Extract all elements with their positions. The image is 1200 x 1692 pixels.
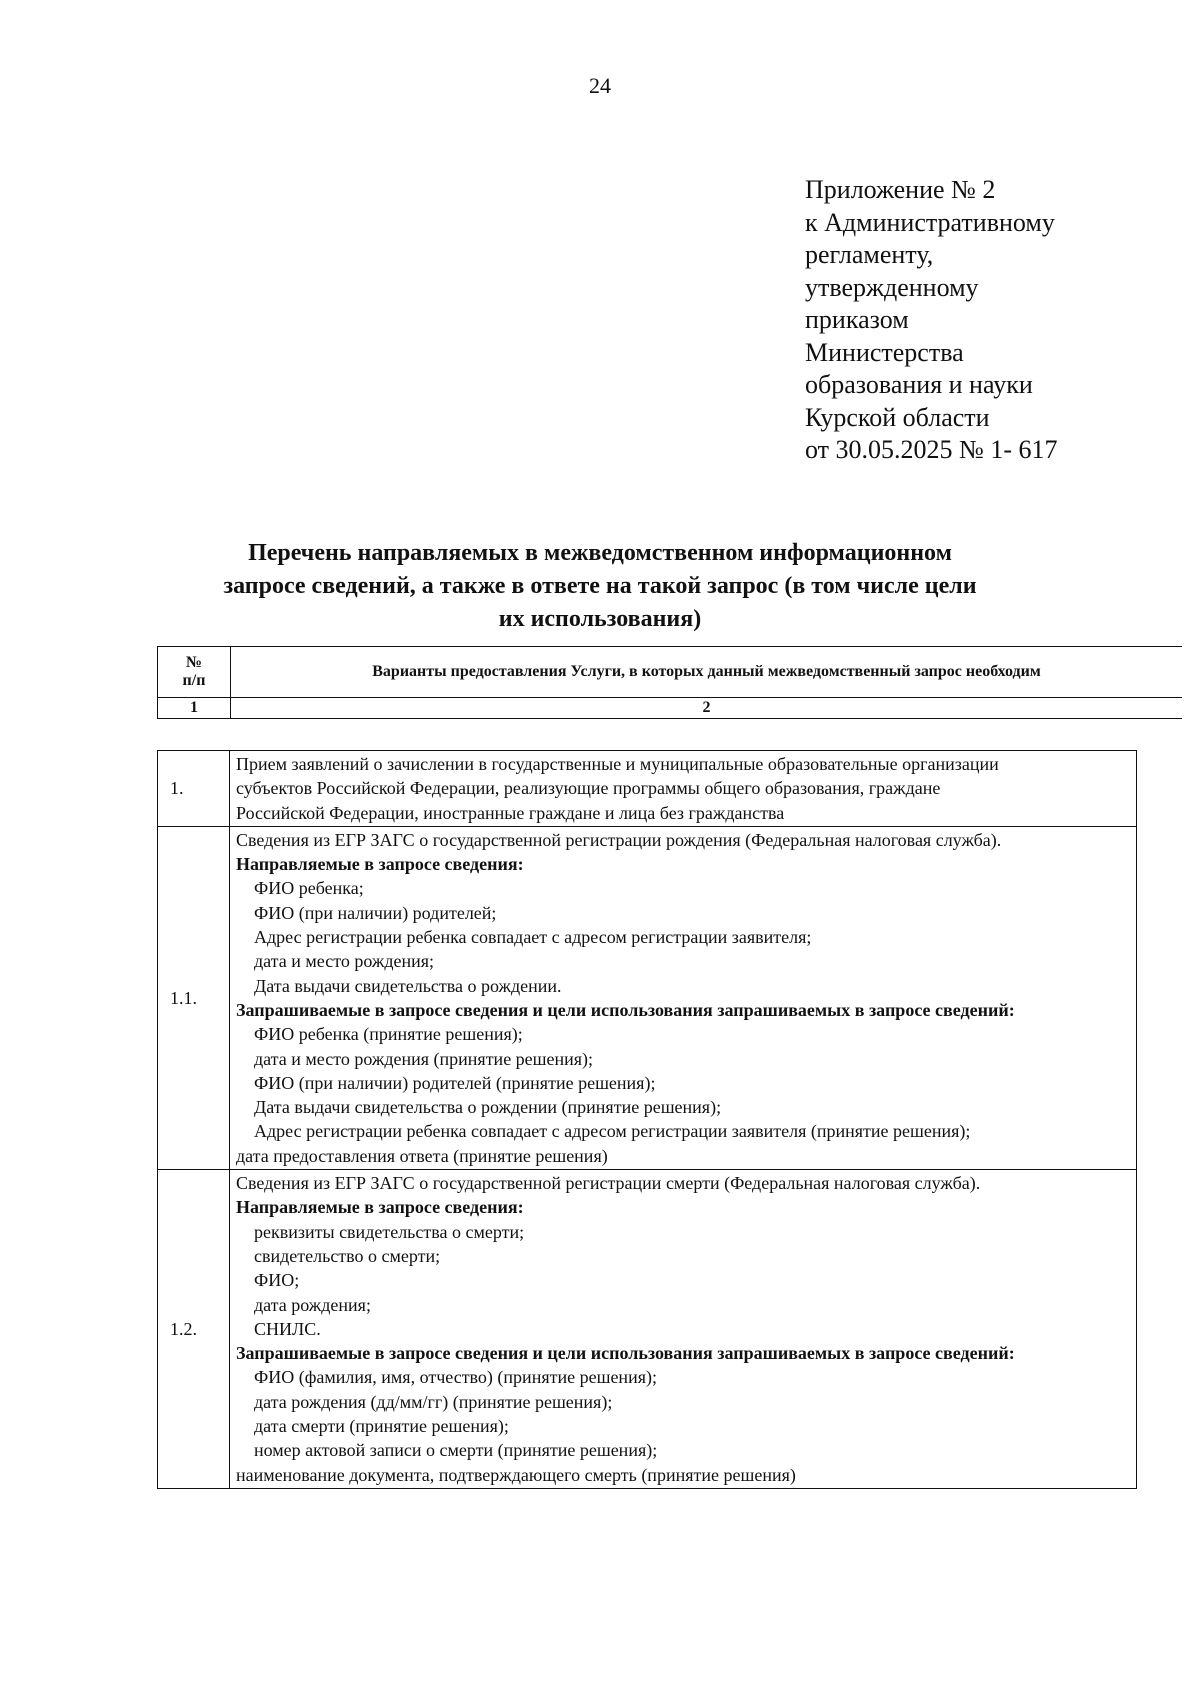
row-content <box>230 751 1137 827</box>
list-item: Дата выдачи свидетельства о рождении. <box>254 975 562 996</box>
appendix-line: к Административному <box>805 207 1055 237</box>
title-line: Перечень направляемых в межведомственном информационном <box>248 540 952 566</box>
appendix-line: Курской области <box>805 402 990 432</box>
document-title <box>120 537 1080 636</box>
appendix-line: приказом <box>805 305 909 334</box>
list-item: дата рождения (дд/мм/гг) (принятие решения); <box>254 1391 613 1412</box>
appendix-line: утвержденному <box>805 272 979 302</box>
list-item: дата рождения; <box>254 1294 371 1315</box>
table-row <box>158 1170 1137 1489</box>
list-item: ФИО (фамилия, имя, отчество) (принятие решения); <box>254 1367 657 1388</box>
header-table <box>157 646 1182 719</box>
column-number-header-line: п/п <box>182 672 206 689</box>
sent-heading: Направляемые в запросе сведения: <box>236 1197 524 1218</box>
appendix-line: Приложение № 2 <box>805 175 996 204</box>
column-index-2: 2 <box>231 698 1183 719</box>
page-number: 24 <box>589 73 611 98</box>
table-row <box>158 826 1137 1169</box>
list-item: Дата выдачи свидетельства о рождении (принятие решения); <box>254 1097 722 1118</box>
appendix-line: регламенту, <box>805 240 934 269</box>
appendix-line: от 30.05.2025 № 1- 617 <box>805 435 1058 464</box>
requested-heading: Запрашиваемые в запросе сведения и цели использования запрашиваемых в запросе сведений: <box>236 999 1015 1020</box>
column-number-header <box>158 647 231 698</box>
header-row <box>158 647 1183 698</box>
requests-table <box>157 750 1137 1489</box>
list-item: дата смерти (принятие решения); <box>254 1416 509 1437</box>
last-line: дата предоставления ответа (принятие решения) <box>236 1145 608 1166</box>
last-line: наименование документа, подтверждающего смерть (принятие решения) <box>236 1464 796 1485</box>
list-item: Адрес регистрации ребенка совпадает с адресом регистрации заявителя (принятие решения); <box>254 1121 971 1142</box>
list-item: ФИО (при наличии) родителей (принятие решения); <box>254 1072 656 1093</box>
appendix-line: Министерства <box>805 337 964 367</box>
text-line: Прием заявлений о зачислении в государственные и муниципальные образовательные организации <box>236 754 999 774</box>
title-line: их использования) <box>498 606 702 632</box>
title-line: запросе сведений, а также в ответе на такой запрос (в том числе цели <box>223 573 977 599</box>
intro-line: Сведения из ЕГР ЗАГС о государственной регистрации рождения (Федеральная налоговая служба). <box>236 829 1002 850</box>
intro-line: Сведения из ЕГР ЗАГС о государственной регистрации смерти (Федеральная налоговая служба). <box>236 1173 981 1194</box>
list-item: дата и место рождения; <box>254 951 435 972</box>
row-number: 1. <box>158 751 230 827</box>
list-item: дата и место рождения (принятие решения); <box>254 1048 594 1069</box>
appendix-line: образования и науки <box>805 370 1033 399</box>
sent-heading: Направляемые в запросе сведения: <box>236 854 524 875</box>
list-item: ФИО ребенка; <box>254 878 364 899</box>
row-number: 1.1. <box>158 826 230 1169</box>
text-line: Российской Федерации, иностранные граждане и лица без гражданства <box>236 802 785 823</box>
column-number-header-line: № <box>185 654 203 671</box>
list-item: номер актовой записи о смерти (принятие решения); <box>254 1440 658 1461</box>
row-number: 1.2. <box>158 1170 230 1489</box>
row-content <box>230 826 1137 1169</box>
row-content <box>230 1170 1137 1489</box>
requested-heading: Запрашиваемые в запросе сведения и цели использования запрашиваемых в запросе сведений: <box>236 1343 1015 1364</box>
text-line: субъектов Российской Федерации, реализующие программы общего образования, граждане <box>236 778 941 799</box>
list-item: ФИО; <box>254 1270 300 1291</box>
appendix-block <box>805 174 1057 467</box>
list-item: СНИЛС. <box>254 1318 321 1339</box>
column-variants-header: Варианты предоставления Услуги, в которых данный межведомственный запрос необходим <box>231 647 1183 698</box>
list-item: ФИО ребенка (принятие решения); <box>254 1024 523 1045</box>
list-item: Адрес регистрации ребенка совпадает с адресом регистрации заявителя; <box>254 927 812 948</box>
header-index-row <box>158 698 1183 719</box>
list-item: ФИО (при наличии) родителей; <box>254 902 497 923</box>
table-row <box>158 751 1137 827</box>
list-item: свидетельство о смерти; <box>254 1245 441 1266</box>
list-item: реквизиты свидетельства о смерти; <box>254 1221 525 1242</box>
column-index-1: 1 <box>158 698 231 719</box>
